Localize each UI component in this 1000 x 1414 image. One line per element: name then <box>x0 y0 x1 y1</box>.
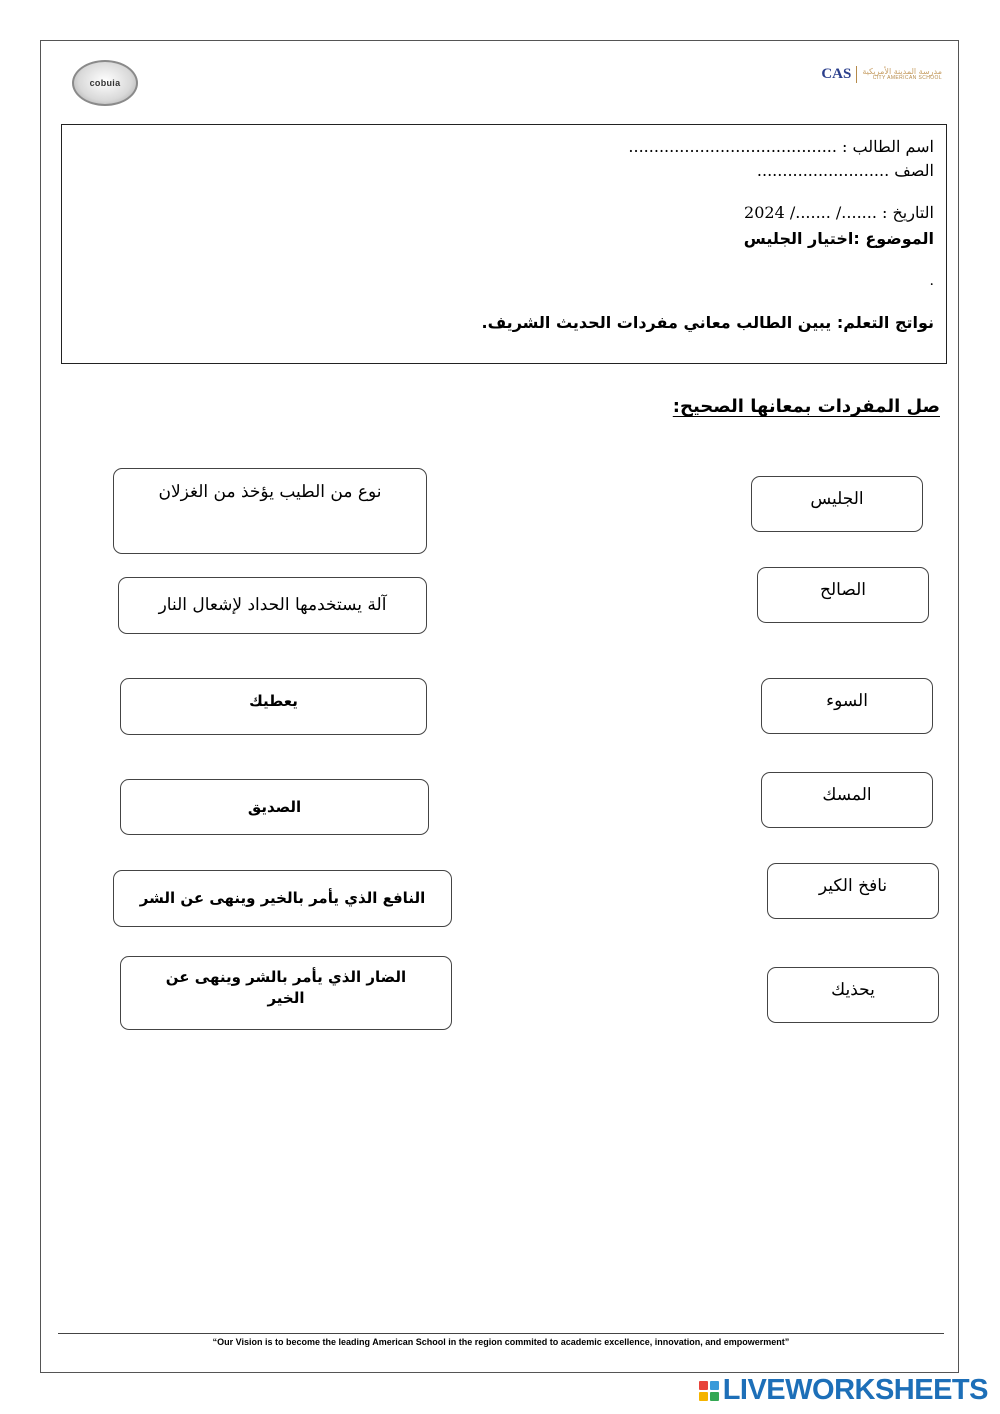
liveworksheets-logo-icon <box>699 1381 719 1401</box>
topic-line: الموضوع :اختيار الجليس <box>743 229 934 248</box>
term-box-4[interactable]: المسك <box>761 772 933 828</box>
footer-divider <box>58 1333 944 1334</box>
date-field[interactable]: التاريخ : ......./ ......./ 2024 <box>744 203 934 222</box>
logo-arabic-name: مدرسة المدينة الأمريكية <box>862 67 942 76</box>
logo-english-name: CITY AMERICAN SCHOOL <box>872 75 942 81</box>
logo-left-text: cobuia <box>89 78 121 88</box>
definition-box-6[interactable]: الضار الذي يأمر بالشر وينهى عن الخير <box>120 956 452 1030</box>
logo-subtitle <box>862 68 942 81</box>
exercise-instruction: صل المفردات بمعانها الصحيح: <box>672 396 940 417</box>
term-box-2[interactable]: الصالح <box>757 567 929 623</box>
footer-vision: “Our Vision is to become the leading American School in the region commited to academic excellence, innovation, and empowerment” <box>212 1337 790 1347</box>
logo-abbr: CAS <box>821 66 852 82</box>
definition-box-4[interactable]: الصديق <box>120 779 429 835</box>
definition-box-1[interactable]: نوع من الطيب يؤخذ من الغزلان <box>113 468 427 554</box>
definition-box-2[interactable]: آلة يستخدمها الحداد لإشعال النار <box>118 577 427 634</box>
class-field[interactable]: الصف .......................... <box>756 161 934 180</box>
definition-box-3[interactable]: يعطيك <box>120 678 427 735</box>
liveworksheets-wordmark: LIVEWORKSHEETS <box>722 1374 988 1406</box>
term-box-3[interactable]: السوء <box>761 678 933 734</box>
student-info-box <box>61 124 947 364</box>
student-name-field[interactable]: اسم الطالب : ......................................... <box>628 137 934 156</box>
learning-outcome: نواتج التعلم: يبين الطالب معاني مفردات الحديث الشريف. <box>481 313 934 332</box>
term-box-6[interactable]: يحذيك <box>767 967 939 1023</box>
term-box-1[interactable]: الجليس <box>751 476 923 532</box>
school-logo-right <box>821 66 942 83</box>
liveworksheets-brand[interactable] <box>699 1376 988 1405</box>
school-logo-left <box>72 60 138 106</box>
definition-box-5[interactable]: النافع الذي يأمر بالخير وينهى عن الشر <box>113 870 452 927</box>
info-dot: . <box>929 273 934 289</box>
term-box-5[interactable]: نافخ الكير <box>767 863 939 919</box>
logo-separator <box>856 66 857 83</box>
